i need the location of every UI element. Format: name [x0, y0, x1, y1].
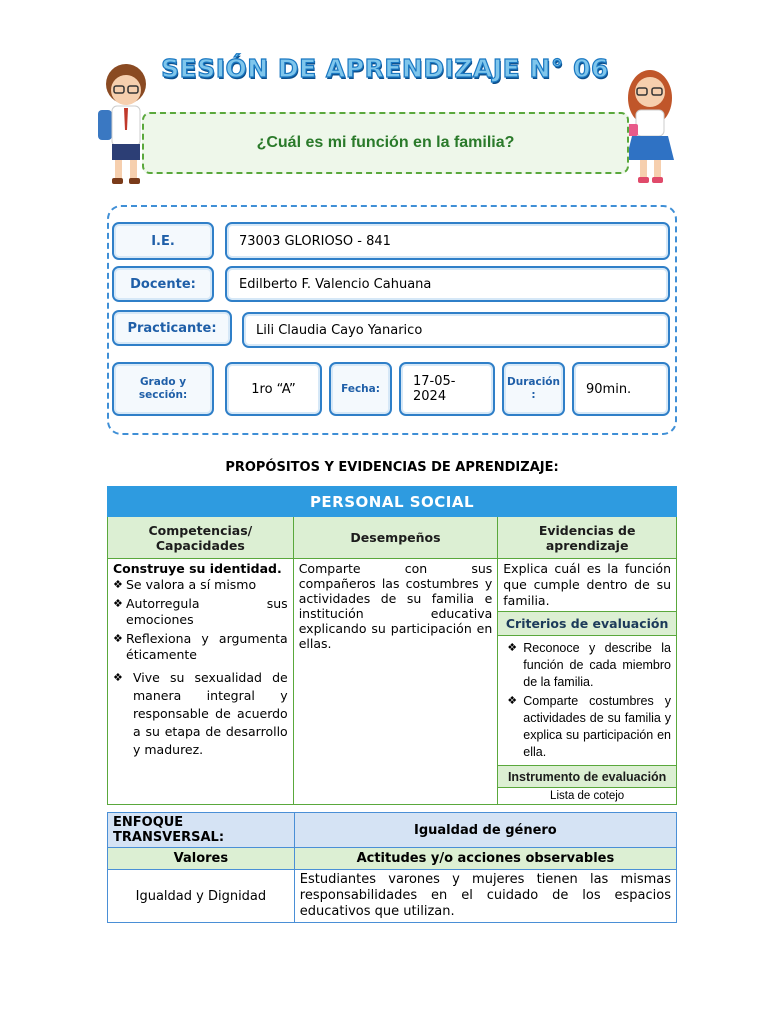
col-competencias: Competencias/ Capacidades	[108, 517, 294, 559]
grado-label: Grado y sección:	[112, 362, 214, 416]
actitudes-header: Actitudes y/o acciones observables	[294, 848, 676, 870]
capacidad-item: ❖ Vive su sexualidad de manera integral y responsable de acuerdo a su etapa de desarrollo y madurez.	[113, 669, 288, 759]
desempeno-cell: Comparte con sus compañeros las costumbres y actividades de su familia e institución educativa explicando su participación en ellas.	[293, 559, 498, 805]
ie-label: I.E.	[112, 222, 214, 260]
instrumento-value: Lista de cotejo	[498, 788, 677, 805]
capacidad-item: ❖ Se valora a sí mismo	[113, 577, 288, 593]
docente-label: Docente:	[112, 266, 214, 302]
criterio-item: ❖ Reconoce y describe la función de cada miembro de la familia.	[503, 640, 671, 691]
ie-value: 73003 GLORIOSO - 841	[225, 222, 670, 260]
valores-header: Valores	[108, 848, 295, 870]
criterios-label: Criterios de evaluación	[498, 612, 677, 636]
fecha-label: Fecha:	[329, 362, 392, 416]
valor-cell: Igualdad y Dignidad	[108, 870, 295, 923]
evidencia-cell: Explica cuál es la función que cumple dentro de su familia.	[498, 559, 677, 612]
col-desempenos: Desempeños	[293, 517, 498, 559]
criterios-list	[503, 640, 671, 761]
capacidades-list	[113, 577, 288, 759]
practicante-label: Practicante:	[112, 310, 232, 346]
fecha-value: 17-05-2024	[399, 362, 495, 416]
duracion-label: Duración :	[502, 362, 565, 416]
duracion-value: 90min.	[572, 362, 670, 416]
practicante-value: Lili Claudia Cayo Yanarico	[242, 312, 670, 348]
docente-value: Edilberto F. Valencio Cahuana	[225, 266, 670, 302]
enfoque-value: Igualdad de género	[294, 813, 676, 848]
col-evidencias: Evidencias de aprendizaje	[498, 517, 677, 559]
purposes-heading: PROPÓSITOS Y EVIDENCIAS DE APRENDIZAJE:	[225, 460, 559, 475]
competencia-title: Construye su identidad.	[113, 561, 282, 576]
enfoque-label: ENFOQUE TRANSVERSAL:	[108, 813, 295, 848]
area-header: PERSONAL SOCIAL	[108, 487, 677, 517]
competencias-cell	[108, 559, 294, 805]
session-subtitle-box	[142, 112, 629, 174]
purposes-table	[107, 486, 677, 805]
criterios-cell	[498, 636, 677, 766]
session-title: SESIÓN DE APRENDIZAJE N° 06	[161, 54, 609, 83]
instrumento-label: Instrumento de evaluación	[498, 766, 677, 788]
grado-value: 1ro “A”	[225, 362, 322, 416]
enfoque-table	[107, 812, 677, 923]
criterio-item: ❖ Comparte costumbres y actividades de su familia y explica su participación en ella.	[503, 693, 671, 761]
actitud-cell: Estudiantes varones y mujeres tienen las mismas responsabilidades en el cuidado de los espacios educativos que utilizan.	[294, 870, 676, 923]
capacidad-item: ❖ Autorregula sus emociones	[113, 596, 288, 628]
capacidad-item: ❖ Reflexiona y argumenta éticamente	[113, 631, 288, 663]
session-subtitle: ¿Cuál es mi función en la familia?	[256, 134, 515, 151]
